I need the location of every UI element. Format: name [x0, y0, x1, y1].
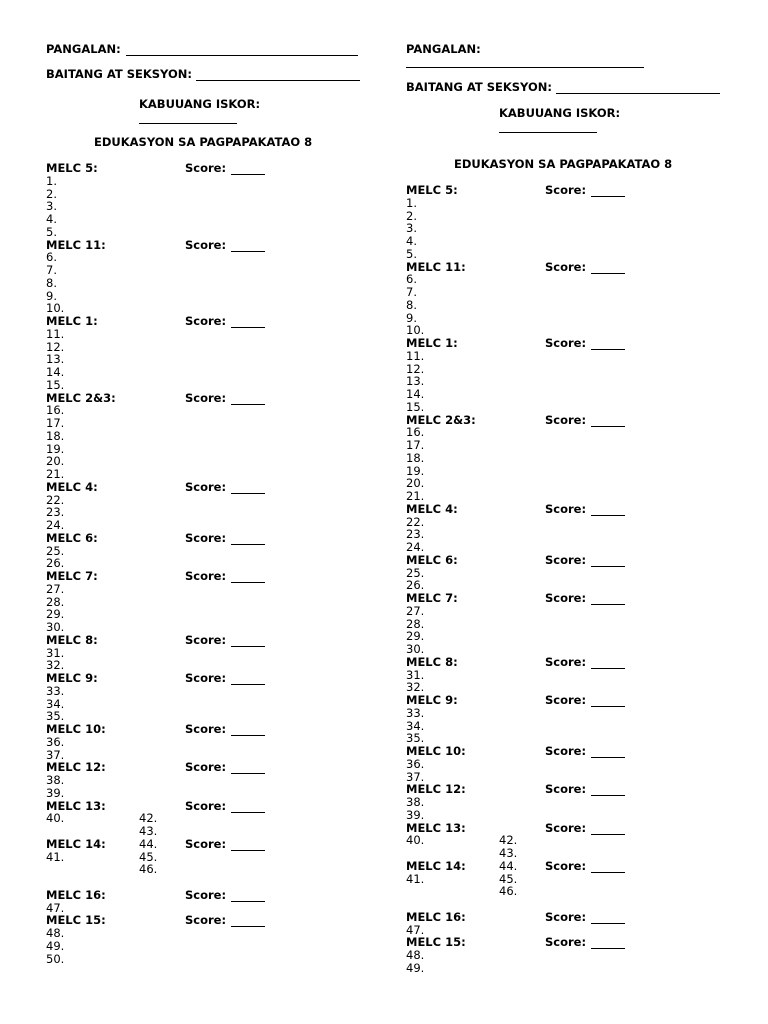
- score-label: Score:: [545, 654, 587, 669]
- melc-heading: MELC 14:: [46, 836, 106, 851]
- score-blank[interactable]: [591, 555, 625, 567]
- score-label: Score:: [545, 782, 587, 797]
- score-blank[interactable]: [591, 415, 625, 427]
- score-label: Score:: [185, 671, 227, 685]
- melc-heading: MELC 5:: [46, 161, 98, 175]
- melc-heading: MELC 13:: [46, 798, 106, 813]
- item-number: 6.: [406, 272, 417, 287]
- item-number: 48.: [46, 926, 65, 940]
- item-number: 5.: [46, 224, 57, 239]
- melc-heading: MELC 5:: [406, 183, 458, 197]
- item-number: 24.: [406, 540, 425, 554]
- total-score-label: KABUUANG ISKOR:: [499, 106, 621, 120]
- item-number: 26.: [406, 578, 425, 593]
- melc-heading: MELC 8:: [406, 654, 458, 669]
- melc-heading: MELC 12:: [406, 782, 466, 797]
- item-number: 25.: [46, 543, 65, 558]
- name-label: PANGALAN:: [46, 42, 121, 56]
- score-blank[interactable]: [591, 823, 625, 835]
- grade-section-label: BAITANG AT SEKSYON:: [406, 80, 552, 94]
- item-number: 33.: [406, 705, 425, 720]
- melc-heading: MELC 8:: [46, 632, 98, 647]
- score-label: Score:: [545, 552, 587, 567]
- item-number: 1.: [46, 173, 57, 188]
- item-number: 28.: [46, 594, 65, 609]
- item-number: 15.: [406, 399, 425, 414]
- item-number: 20.: [46, 454, 65, 469]
- score-blank[interactable]: [591, 593, 625, 605]
- score-label: Score:: [185, 314, 227, 328]
- melc-heading: MELC 4:: [406, 501, 458, 516]
- subject-title: EDUKASYON SA PAGPAPAKATAO 8: [94, 135, 313, 149]
- item-number: 19.: [46, 441, 65, 456]
- score-label: Score:: [185, 479, 227, 494]
- item-number: 3.: [46, 199, 57, 214]
- item-number: 42.: [499, 833, 518, 848]
- score-label: Score:: [185, 569, 227, 583]
- melc-heading: MELC 7:: [46, 569, 98, 583]
- item-number: 8.: [406, 297, 417, 312]
- item-number: 40.: [46, 811, 65, 826]
- item-number: 39.: [46, 785, 65, 800]
- score-blank[interactable]: [231, 890, 265, 902]
- score-blank[interactable]: [231, 635, 265, 647]
- item-number: 23.: [406, 527, 425, 542]
- item-number: 1.: [406, 195, 417, 210]
- melc-heading: MELC 2&3:: [406, 412, 476, 427]
- item-number: 47.: [406, 922, 425, 937]
- item-number: 2.: [406, 208, 417, 223]
- item-number: 46.: [499, 884, 518, 899]
- score-blank[interactable]: [591, 185, 625, 197]
- item-number: 34.: [406, 718, 425, 733]
- item-number: 39.: [406, 807, 425, 822]
- score-blank[interactable]: [231, 393, 265, 405]
- score-blank[interactable]: [231, 724, 265, 736]
- item-number: 13.: [46, 352, 65, 367]
- item-number: 21.: [46, 467, 65, 481]
- item-number: 43.: [499, 846, 518, 860]
- score-label: Score:: [185, 632, 227, 647]
- item-number: 14.: [46, 365, 65, 379]
- melc-heading: MELC 16:: [406, 909, 466, 924]
- item-number: 12.: [46, 339, 65, 354]
- item-number: 16.: [406, 425, 425, 440]
- subject-title: EDUKASYON SA PAGPAPAKATAO 8: [454, 157, 673, 171]
- score-blank[interactable]: [591, 338, 625, 350]
- item-number: 23.: [46, 505, 65, 520]
- score-label: Score:: [545, 693, 587, 707]
- melc-heading: MELC 15:: [46, 913, 106, 928]
- item-number: 11.: [406, 348, 425, 363]
- score-blank[interactable]: [231, 163, 265, 175]
- item-number: 49.: [406, 960, 425, 975]
- score-blank[interactable]: [591, 912, 625, 924]
- melc-heading: MELC 4:: [46, 479, 98, 494]
- item-number: 18.: [406, 450, 425, 465]
- item-number: 28.: [406, 616, 425, 631]
- melc-heading: MELC 12:: [46, 760, 106, 775]
- item-number: 37.: [406, 769, 425, 784]
- item-number: 16.: [46, 403, 65, 418]
- item-number: 35.: [406, 731, 425, 746]
- score-blank[interactable]: [591, 695, 625, 707]
- item-number: 49.: [46, 938, 65, 953]
- item-number: 32.: [46, 658, 65, 673]
- item-number: 19.: [406, 463, 425, 478]
- melc-heading: MELC 13:: [406, 820, 466, 835]
- total-score-field[interactable]: [139, 112, 237, 124]
- item-number: 24.: [46, 518, 65, 532]
- score-label: Score:: [545, 591, 587, 605]
- melc-heading: MELC 9:: [406, 693, 458, 707]
- melc-heading: MELC 1:: [406, 336, 458, 350]
- score-blank[interactable]: [591, 746, 625, 758]
- score-label: Score:: [185, 530, 227, 545]
- item-number: 35.: [46, 709, 65, 724]
- score-blank[interactable]: [231, 839, 265, 851]
- item-number: 17.: [406, 438, 425, 452]
- melc-heading: MELC 16:: [46, 887, 106, 902]
- item-number: 8.: [46, 275, 57, 290]
- item-number: 22.: [46, 492, 65, 507]
- name-field[interactable]: [406, 56, 644, 68]
- item-number: 10.: [46, 301, 65, 316]
- item-number: 48.: [406, 948, 425, 962]
- item-number: 47.: [46, 900, 65, 915]
- score-blank[interactable]: [591, 861, 625, 873]
- item-number: 7.: [46, 263, 57, 277]
- item-number: 45.: [499, 871, 518, 886]
- score-label: Score:: [185, 161, 227, 175]
- item-number: 31.: [406, 667, 425, 682]
- score-label: Score:: [545, 909, 587, 924]
- item-number: 27.: [406, 603, 425, 618]
- item-number: 4.: [406, 234, 417, 248]
- item-number: 32.: [406, 680, 425, 695]
- item-number: 41.: [406, 871, 425, 886]
- item-number: 3.: [406, 221, 417, 236]
- score-label: Score:: [185, 237, 227, 252]
- item-number: 9.: [46, 288, 57, 303]
- item-number: 46.: [139, 862, 158, 877]
- total-score-label: KABUUANG ISKOR:: [139, 97, 261, 111]
- item-number: 14.: [406, 387, 425, 401]
- score-label: Score:: [545, 412, 587, 427]
- melc-heading: MELC 1:: [46, 314, 98, 328]
- score-blank[interactable]: [231, 571, 265, 583]
- melc-heading: MELC 15:: [406, 935, 466, 950]
- total-score-field[interactable]: [499, 121, 597, 133]
- melc-heading: MELC 6:: [406, 552, 458, 567]
- grade-section-field[interactable]: [556, 82, 720, 94]
- item-number: 27.: [46, 581, 65, 596]
- item-number: 18.: [46, 428, 65, 443]
- item-number: 38.: [406, 795, 425, 809]
- item-number: 36.: [406, 756, 425, 771]
- score-blank[interactable]: [231, 482, 265, 494]
- score-label: Score:: [545, 259, 587, 274]
- item-number: 7.: [406, 285, 417, 299]
- score-blank[interactable]: [591, 262, 625, 274]
- score-blank[interactable]: [231, 673, 265, 685]
- score-blank[interactable]: [231, 762, 265, 774]
- item-number: 45.: [139, 849, 158, 864]
- score-label: Score:: [545, 744, 587, 758]
- melc-heading: MELC 7:: [406, 591, 458, 605]
- item-number: 6.: [46, 250, 57, 265]
- item-number: 12.: [406, 361, 425, 376]
- item-number: 2.: [46, 186, 57, 201]
- score-blank[interactable]: [591, 937, 625, 949]
- score-label: Score:: [545, 501, 587, 516]
- score-label: Score:: [185, 722, 227, 736]
- left-answer-sheet: [46, 0, 406, 1024]
- item-number: 4.: [46, 212, 57, 226]
- melc-heading: MELC 6:: [46, 530, 98, 545]
- item-number: 22.: [406, 514, 425, 529]
- melc-heading: MELC 14:: [406, 858, 466, 873]
- item-number: 21.: [406, 489, 425, 503]
- score-blank[interactable]: [231, 533, 265, 545]
- melc-heading: MELC 9:: [46, 671, 98, 685]
- item-number: 50.: [46, 951, 65, 966]
- score-blank[interactable]: [231, 915, 265, 927]
- item-number: 25.: [406, 565, 425, 580]
- item-number: 26.: [46, 556, 65, 571]
- item-number: 42.: [139, 811, 158, 826]
- item-number: 40.: [406, 833, 425, 848]
- name-field[interactable]: [126, 44, 358, 56]
- item-number: 38.: [46, 773, 65, 787]
- item-number: 44.: [139, 836, 158, 851]
- melc-heading: MELC 10:: [46, 722, 106, 736]
- score-label: Score:: [545, 336, 587, 350]
- item-number: 36.: [46, 734, 65, 749]
- item-number: 9.: [406, 310, 417, 325]
- name-label: PANGALAN:: [406, 42, 481, 56]
- score-label: Score:: [185, 390, 227, 405]
- item-number: 29.: [406, 629, 425, 644]
- score-blank[interactable]: [231, 316, 265, 328]
- score-blank[interactable]: [231, 240, 265, 252]
- item-number: 31.: [46, 645, 65, 660]
- item-number: 30.: [406, 642, 425, 656]
- melc-heading: MELC 11:: [406, 259, 466, 274]
- item-number: 37.: [46, 747, 65, 762]
- score-blank[interactable]: [591, 784, 625, 796]
- score-blank[interactable]: [231, 801, 265, 813]
- item-number: 29.: [46, 607, 65, 622]
- item-number: 20.: [406, 476, 425, 491]
- score-blank[interactable]: [591, 504, 625, 516]
- item-number: 15.: [46, 377, 65, 392]
- item-number: 17.: [46, 416, 65, 430]
- score-label: Score:: [185, 887, 227, 902]
- score-label: Score:: [185, 836, 227, 851]
- score-label: Score:: [545, 820, 587, 835]
- item-number: 13.: [406, 374, 425, 389]
- score-label: Score:: [545, 935, 587, 950]
- item-number: 30.: [46, 620, 65, 634]
- score-label: Score:: [545, 858, 587, 873]
- item-number: 44.: [499, 858, 518, 873]
- item-number: 10.: [406, 323, 425, 338]
- item-number: 11.: [46, 326, 65, 341]
- grade-section-label: BAITANG AT SEKSYON:: [46, 67, 192, 81]
- item-number: 41.: [46, 849, 65, 864]
- item-number: 33.: [46, 683, 65, 698]
- item-number: 43.: [139, 824, 158, 838]
- score-label: Score:: [185, 913, 227, 928]
- right-answer-sheet: [406, 0, 766, 1024]
- melc-heading: MELC 11:: [46, 237, 106, 252]
- score-blank[interactable]: [591, 657, 625, 669]
- score-label: Score:: [545, 183, 587, 197]
- grade-section-field[interactable]: [196, 69, 360, 81]
- item-number: 5.: [406, 246, 417, 261]
- score-label: Score:: [185, 760, 227, 775]
- melc-heading: MELC 2&3:: [46, 390, 116, 405]
- melc-heading: MELC 10:: [406, 744, 466, 758]
- score-label: Score:: [185, 798, 227, 813]
- item-number: 34.: [46, 696, 65, 711]
